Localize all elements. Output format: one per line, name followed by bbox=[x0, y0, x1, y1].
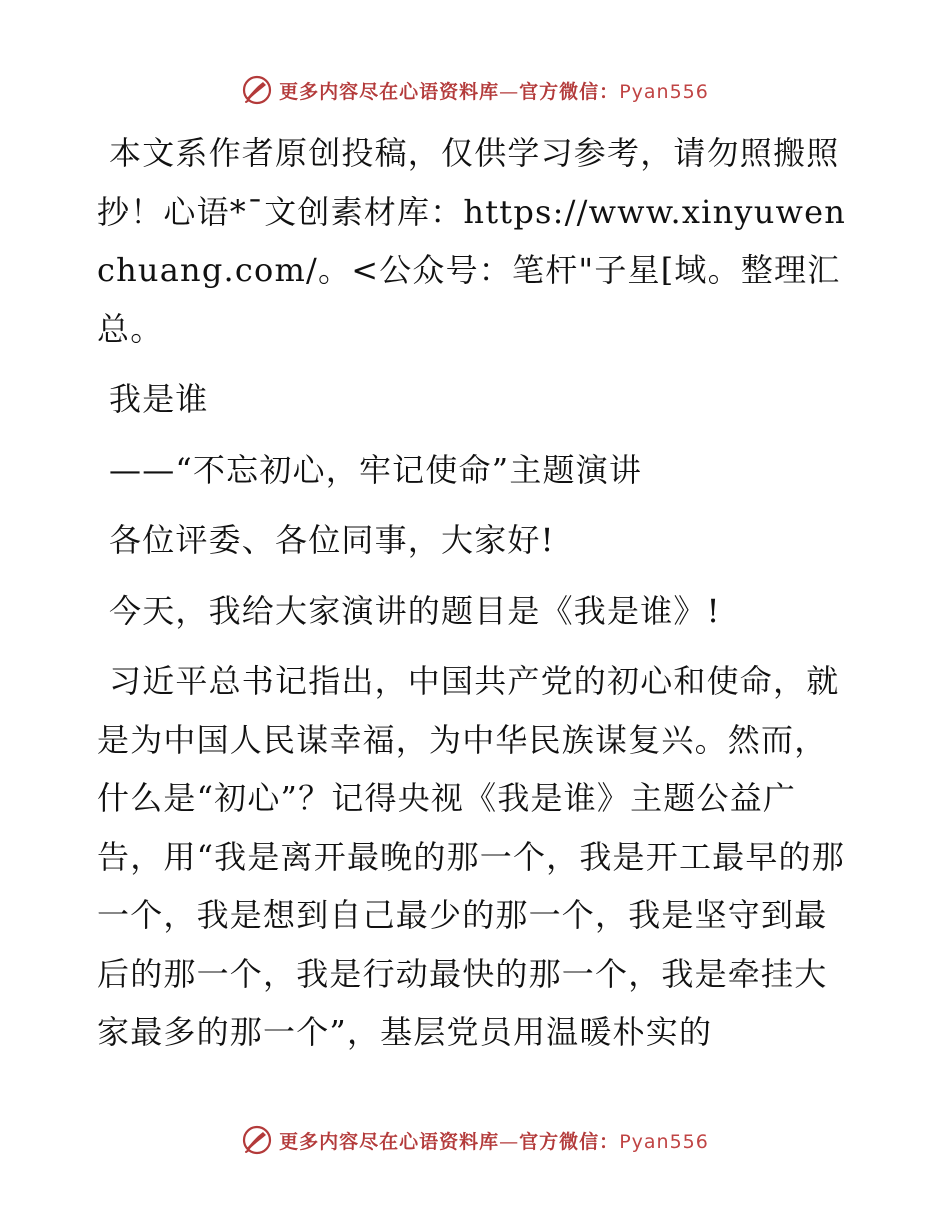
banner-text bbox=[279, 1127, 709, 1154]
greeting-paragraph: 各位评委、各位同事，大家好! bbox=[109, 521, 555, 559]
banner-wechat-label: 官方微信： bbox=[519, 1130, 620, 1153]
banner-main-text: 更多内容尽在心语资料库 bbox=[279, 1130, 500, 1153]
banner-wechat-label: 官方微信： bbox=[519, 80, 620, 103]
footer-watermark-banner bbox=[0, 1120, 950, 1160]
banner-wechat-id: Pyan556 bbox=[619, 80, 709, 103]
header-watermark-banner bbox=[0, 70, 950, 110]
document-body bbox=[97, 124, 852, 1074]
banner-main-text: 更多内容尽在心语资料库 bbox=[279, 80, 500, 103]
pen-logo-icon bbox=[241, 74, 273, 106]
banner-dash: — bbox=[499, 80, 520, 103]
pen-logo-icon bbox=[241, 1124, 273, 1156]
banner-wechat-id: Pyan556 bbox=[619, 1130, 709, 1153]
body-paragraph: 习近平总书记指出，中国共产党的初心和使命，就是为中国人民谋幸福，为中华民族谋复兴。然而，什么是“初心”？记得央视《我是谁》主题公益广告，用“我是离开最晚的那一个，我是开工最早的那一个，我是想到自己最少的那一个，我是坚守到最后的那一个，我是行动最快的那一个，我是牵挂大家最多的那一个”，基层党员用温暖朴实的 bbox=[97, 662, 845, 1051]
banner-dash: — bbox=[499, 1130, 520, 1153]
topic-paragraph: 今天，我给大家演讲的题目是《我是谁》! bbox=[109, 591, 721, 630]
speech-subtitle: ——“不忘初心，牢记使命”主题演讲 bbox=[109, 450, 643, 489]
banner-text bbox=[279, 77, 709, 104]
speech-title: 我是谁 bbox=[109, 380, 209, 418]
intro-paragraph: 本文系作者原创投稿，仅供学习参考，请勿照搬照抄！心语*¯文创素材库：https://www.xinyuwenchuang.com/。<公众号：笔杆"子星[域。整理汇总。 bbox=[97, 134, 847, 348]
